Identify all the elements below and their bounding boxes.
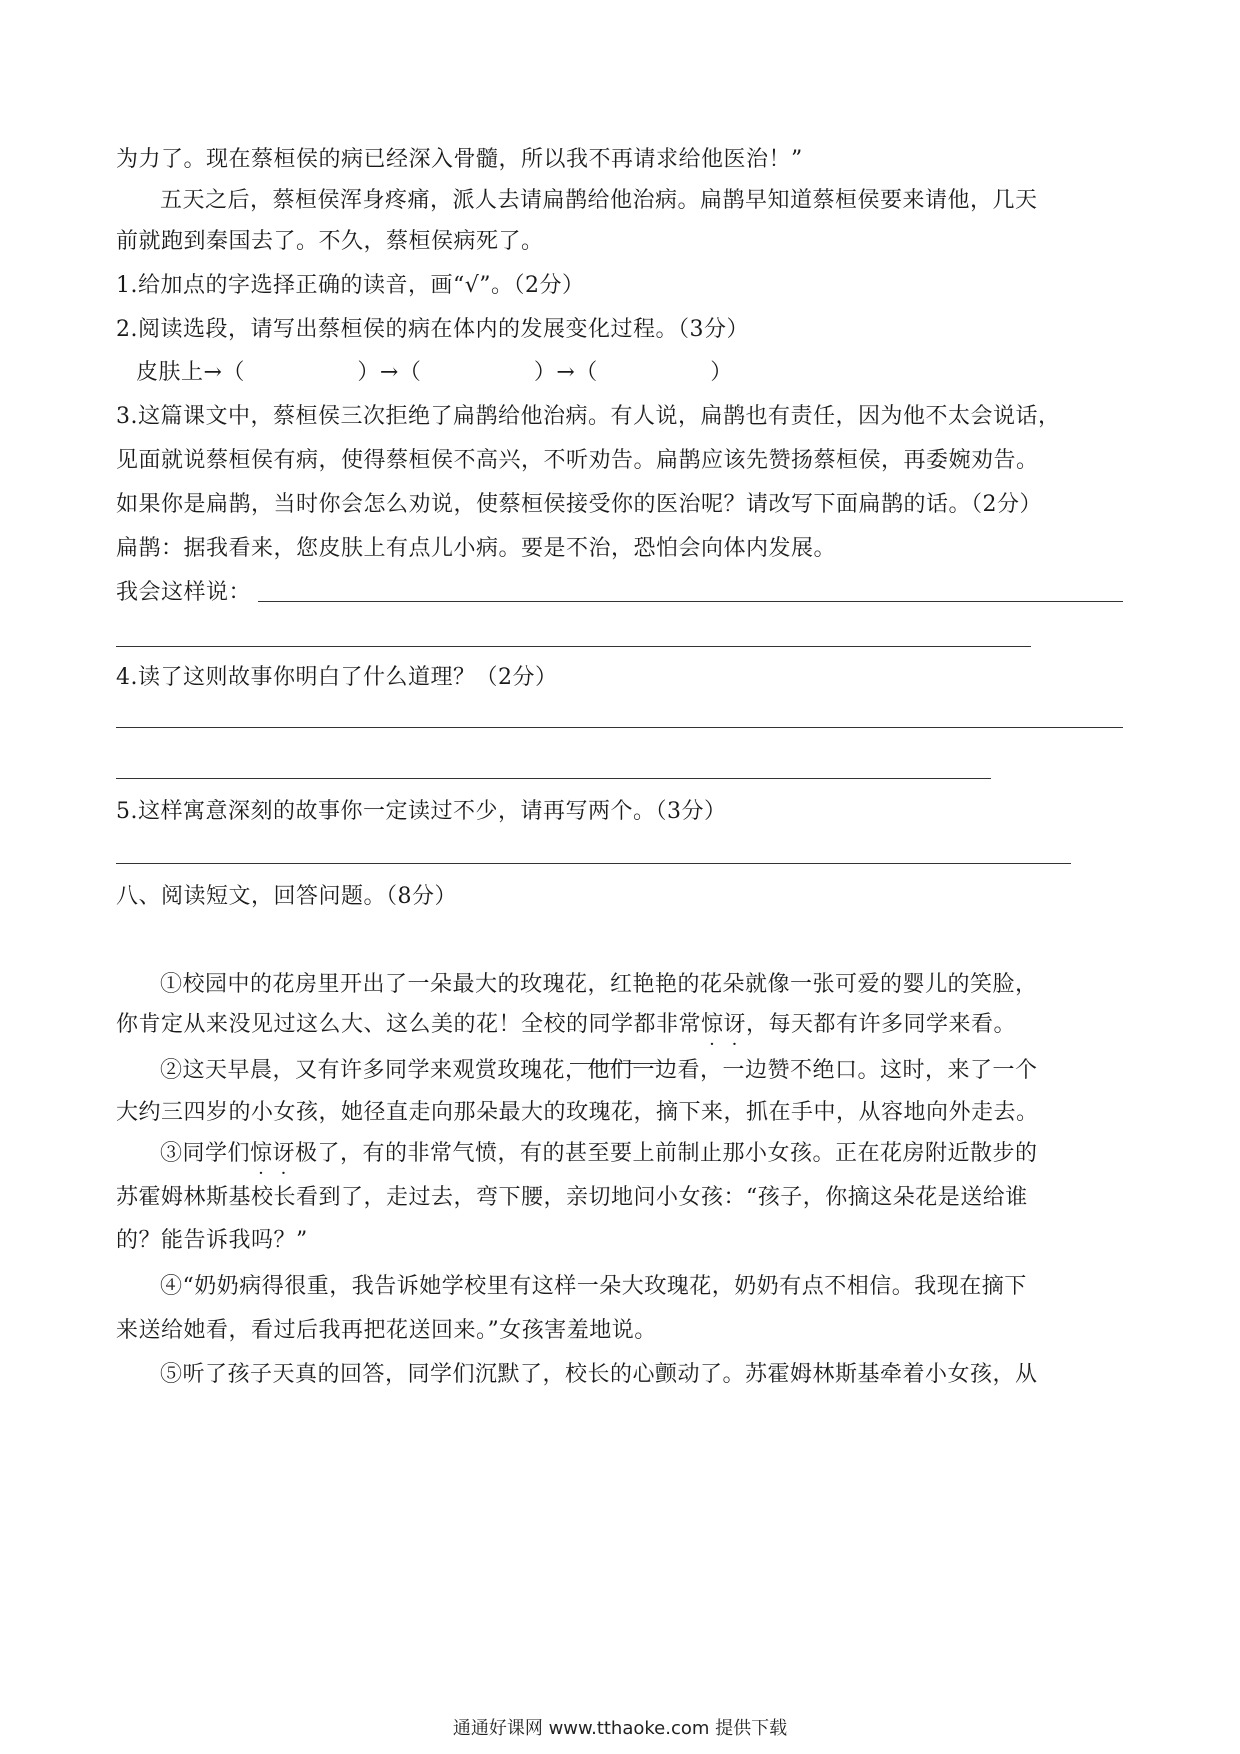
dotted-char: 惊 — [250, 1141, 273, 1166]
section-heading: 八、阅读短文，回答问题。（8分） — [116, 884, 457, 909]
question-4: 4.读了这则故事你明白了什么道理？（2分） — [116, 665, 558, 690]
paragraph-line: ③同学们惊讶极了，有的非常气愤，有的甚至要上前制止那小女孩。正在花房附近散步的 — [160, 1139, 1038, 1169]
question-5: 5.这样寓意深刻的故事你一定读过不少，请再写两个。（3分） — [116, 799, 727, 824]
paragraph-line: 大约三四岁的小女孩，她径直走向那朵最大的玫瑰花，摘下来，抓在手中，从容地向外走去。 — [116, 1100, 1039, 1125]
answer-prompt: 我会这样说： — [116, 580, 252, 605]
dotted-char: 讶 — [723, 1012, 747, 1037]
question-1: 1.给加点的字选择正确的读音，画“√”。（2分） — [116, 273, 585, 298]
answer-line[interactable] — [116, 863, 1071, 864]
dotted-char: 惊 — [701, 1012, 724, 1037]
paragraph-line: ②这天早晨，又有许多同学来观赏玫瑰花，他们一边看，一边赞不绝口。这时，来了一个 — [160, 1058, 1038, 1083]
answer-line[interactable] — [116, 727, 1123, 728]
paragraph-line: ⑤听了孩子天真的回答，同学们沉默了，校长的心颤动了。苏霍姆林斯基牵着小女孩，从 — [160, 1362, 1038, 1387]
answer-line[interactable] — [116, 646, 1031, 647]
question-2-fill: 皮肤上→（ ）→（ ）→（ ） — [136, 360, 733, 385]
paragraph-line: ④“奶奶病得很重，我告诉她学校里有这样一朵大玫瑰花，奶奶有点不相信。我现在摘下 — [160, 1274, 1027, 1299]
question-3: 3.这篇课文中，蔡桓侯三次拒绝了扁鹊给他治病。有人说，扁鹊也有责任，因为他不太会说话， — [116, 404, 1061, 429]
text-line: 前就跑到秦国去了。不久，蔡桓侯病死了。 — [116, 229, 544, 254]
dotted-char: 讶 — [272, 1141, 296, 1166]
footer-source: 通通好课网 www.tthaoke.com 提供下载 — [452, 1718, 788, 1739]
paragraph-line: ①校园中的花房里开出了一朵最大的玫瑰花，红艳艳的花朵就像一张可爱的婴儿的笑脸， — [160, 972, 1038, 997]
text-line: 五天之后，蔡桓侯浑身疼痛，派人去请扁鹊给他治病。扁鹊早知道蔡桓侯要来请他，几天 — [160, 188, 1038, 213]
paragraph-line: 的？能告诉我吗？” — [116, 1228, 308, 1253]
text-line: 扁鹊：据我看来，您皮肤上有点儿小病。要是不治，恐怕会向体内发展。 — [116, 536, 837, 561]
text-line: 为力了。现在蔡桓侯的病已经深入骨髓，所以我不再请求给他医治！” — [116, 147, 803, 172]
question-2: 2.阅读选段，请写出蔡桓侯的病在体内的发展变化过程。（3分） — [116, 317, 749, 342]
answer-line[interactable] — [258, 601, 1123, 602]
paragraph-line: 苏霍姆林斯基校长看到了，走过去，弯下腰，亲切地问小女孩：“孩子，你摘这朵花是送给谁 — [116, 1185, 1028, 1210]
text-line: 如果你是扁鹊，当时你会怎么劝说，使蔡桓侯接受你的医治呢？请改写下面扁鹊的话。（2分） — [116, 492, 1043, 517]
answer-line[interactable] — [116, 778, 991, 779]
paragraph-line: 来送给她看，看过后我再把花送回来。”女孩害羞地说。 — [116, 1318, 657, 1343]
paragraph-line: 你肯定从来没见过这么大、这么美的花！全校的同学都非常惊讶，每天都有许多同学来看。 — [116, 1010, 1016, 1040]
text-line: 见面就说蔡桓侯有病，使得蔡桓侯不高兴，不听劝告。扁鹊应该先赞扬蔡桓侯，再委婉劝告。 — [116, 448, 1039, 473]
